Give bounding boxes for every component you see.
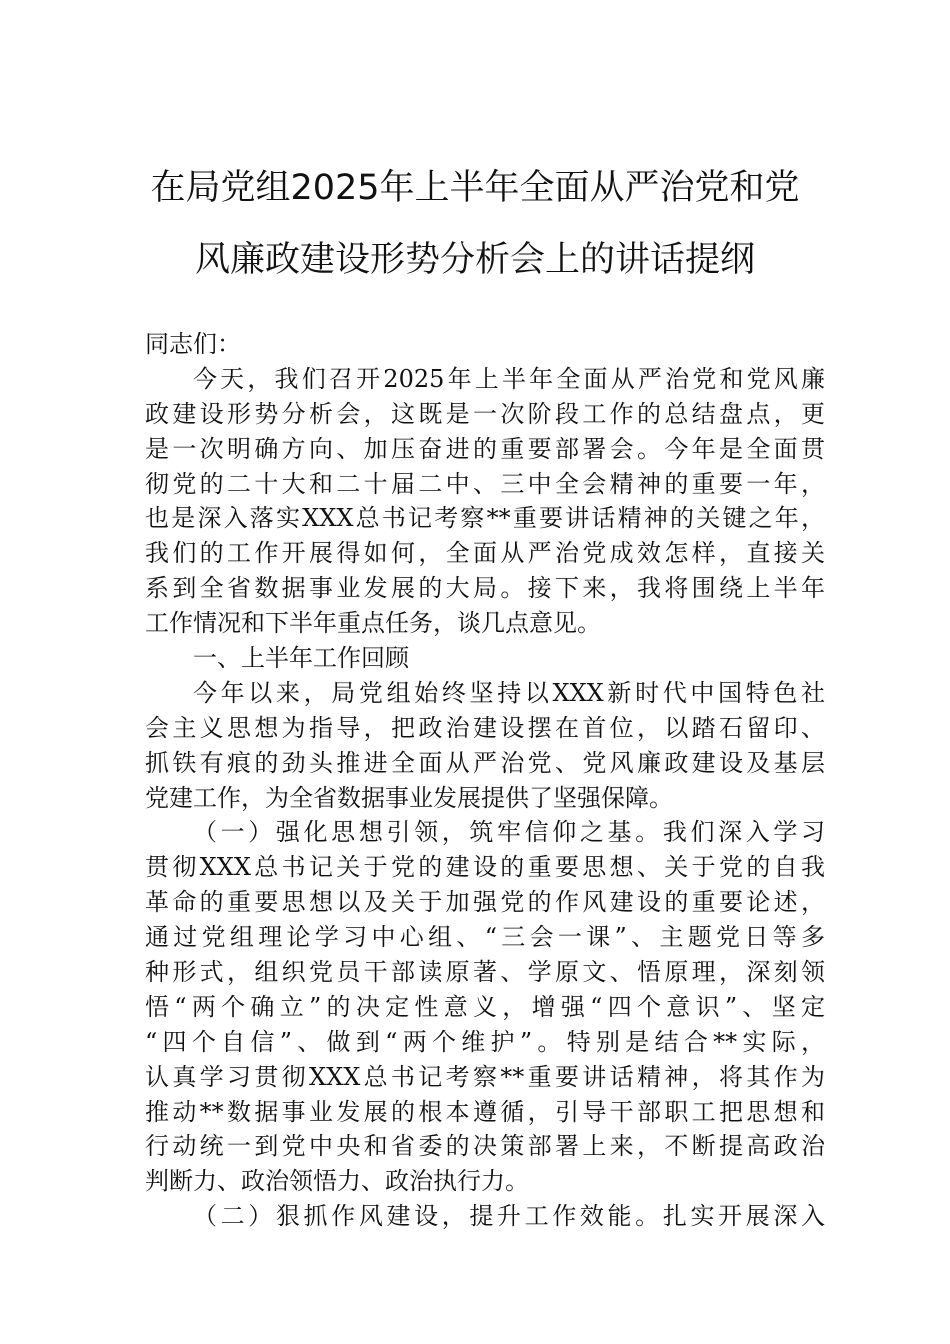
paragraph-line: 悟“两个确立”的决定性意义，增强“四个意识”、坚定 <box>145 992 825 1021</box>
document-body <box>145 327 825 1234</box>
paragraph-line: 行动统一到党中央和省委的决策部署上来，不断提高政治 <box>145 1132 825 1161</box>
paragraph-line: 通过党组理论学习中心组、“三会一课”、主题党日等多 <box>145 923 825 952</box>
paragraph-line: 今年以来，局党组始终坚持以XXX新时代中国特色社 <box>193 678 825 707</box>
document-title-line-2: 风廉政建设形势分析会上的讲话提纲 <box>194 240 755 280</box>
paragraph-line: 种形式，组织党员干部读原著、学原文、悟原理，深刻领 <box>145 958 825 987</box>
paragraph-line: 贯彻XXX总书记关于党的建设的重要思想、关于党的自我 <box>145 853 825 882</box>
paragraph-line: “四个自信”、做到“两个维护”。特别是结合**实际， <box>145 1027 825 1056</box>
paragraph-line: 抓铁有痕的劲头推进全面从严治党、党风廉政建设及基层 <box>145 748 825 777</box>
paragraph-line: 会主义思想为指导，把政治建设摆在首位，以踏石留印、 <box>145 713 825 742</box>
document-title-line-1: 在局党组2025年上半年全面从严治党和党 <box>150 168 800 208</box>
paragraph-line: 是一次明确方向、加压奋进的重要部署会。今年是全面贯 <box>145 434 825 463</box>
paragraph-line: 认真学习贯彻XXX总书记考察**重要讲话精神，将其作为 <box>145 1062 825 1091</box>
paragraph-line: 系到全省数据事业发展的大局。接下来，我将围绕上半年 <box>145 574 825 603</box>
section-heading: 一、上半年工作回顾 <box>193 644 409 673</box>
paragraph-line: 也是深入落实XXX总书记考察**重要讲话精神的关键之年， <box>145 504 825 533</box>
paragraph-line: 我们的工作开展得如何，全面从严治党成效怎样，直接关 <box>145 539 825 568</box>
paragraph-line: 推动**数据事业发展的根本遵循，引导干部职工把思想和 <box>145 1097 825 1126</box>
paragraph-line: 党建工作，为全省数据事业发展提供了坚强保障。 <box>145 783 673 812</box>
paragraph-line: 政建设形势分析会，这既是一次阶段工作的总结盘点，更 <box>145 399 825 428</box>
paragraph-line: 工作情况和下半年重点任务，谈几点意见。 <box>145 609 601 638</box>
salutation: 同志们： <box>145 330 241 358</box>
paragraph-line: （一）强化思想引领，筑牢信仰之基。我们深入学习 <box>193 818 825 847</box>
paragraph-line: 彻党的二十大和二十届二中、三中全会精神的重要一年， <box>145 469 825 498</box>
paragraph-line: 今天，我们召开2025年上半年全面从严治党和党风廉 <box>193 364 825 393</box>
paragraph-line: 革命的重要思想以及关于加强党的作风建设的重要论述， <box>145 888 825 917</box>
paragraph-line: （二）狠抓作风建设，提升工作效能。扎实开展深入 <box>193 1202 825 1231</box>
paragraph-line: 判断力、政治领悟力、政治执行力。 <box>145 1167 529 1196</box>
